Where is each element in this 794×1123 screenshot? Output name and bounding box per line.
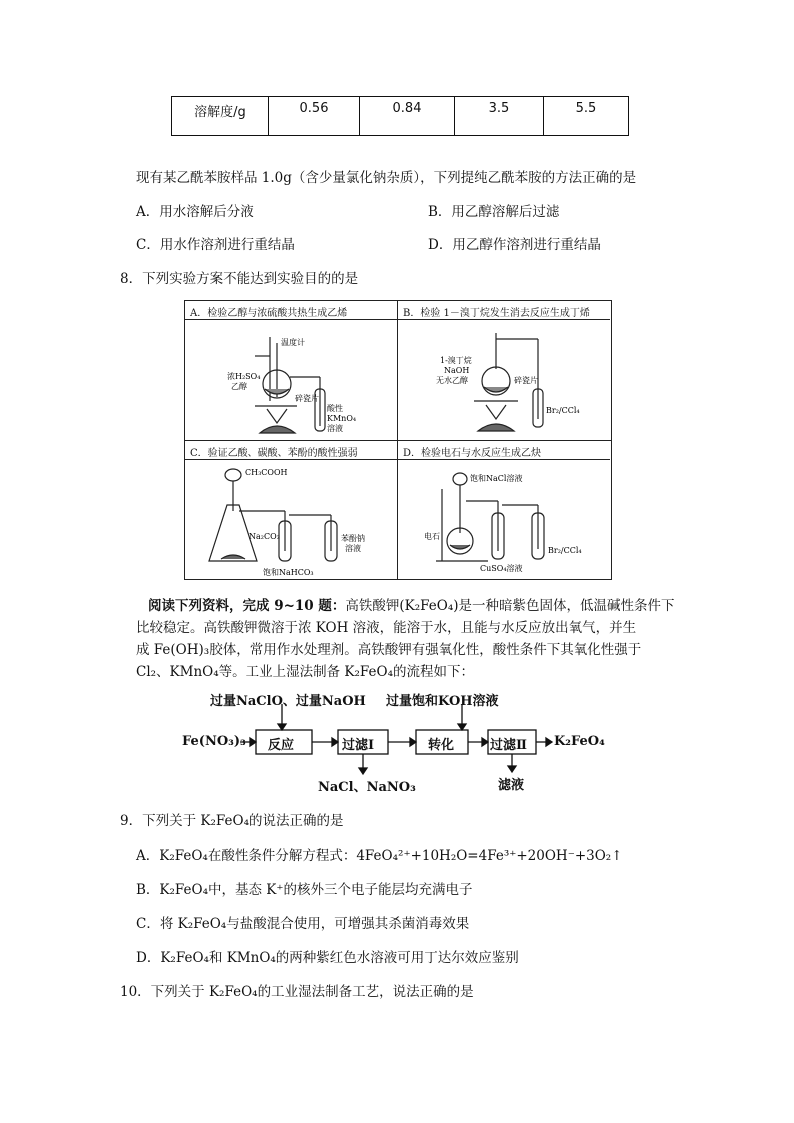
table-cell: 5.5: [544, 97, 629, 136]
label: 电石: [424, 532, 440, 541]
flow-step: 过滤Ⅱ: [490, 738, 527, 753]
reading-line: 成 Fe(OH)₃胶体，常用作水处理剂。高铁酸钾有强氧化性，酸性条件下其氧化性强于: [136, 642, 642, 658]
q8-stem: 8．下列实验方案不能达到实验目的的是: [120, 271, 359, 287]
q9-option-d[interactable]: D．K₂FeO₄和 KMnO₄的两种紫红色水溶液可用丁达尔效应鉴别: [136, 950, 519, 966]
q7-option-a[interactable]: A．用水溶解后分液: [136, 204, 254, 220]
label: 1-溴丁烷: [440, 356, 472, 365]
table-cell: 0.56: [269, 97, 360, 136]
q9-option-b[interactable]: B．K₂FeO₄中，基态 K⁺的核外三个电子能层均充满电子: [136, 882, 473, 898]
panel-d-caption: D．检验电石与水反应生成乙炔: [403, 448, 542, 459]
flow-step: 过滤Ⅰ: [342, 738, 375, 753]
label: CuSO₄溶液: [480, 564, 523, 573]
q7-option-c[interactable]: C．用水作溶剂进行重结晶: [136, 237, 295, 253]
q7-stem: 现有某乙酰苯胺样品 1.0g（含少量氯化钠杂质），下列提纯乙酰苯胺的方法正确的是: [136, 170, 637, 186]
label: 苯酚钠: [341, 534, 365, 543]
flow-product: K₂FeO₄: [554, 734, 605, 749]
label: Na₂CO₃: [249, 532, 280, 541]
reagent-label: 过量NaClO、过量NaOH: [210, 694, 366, 709]
label: 碎瓷片: [514, 376, 538, 385]
panel-a: [185, 301, 397, 439]
panel-a-caption: A．检验乙醇与浓硫酸共热生成乙烯: [190, 308, 348, 319]
label: 饱和NaHCO₃: [263, 568, 314, 577]
label: 溶液: [345, 544, 361, 553]
panel-d: [398, 441, 610, 579]
butene-apparatus-drawing: [398, 301, 610, 439]
solubility-table: [171, 96, 629, 136]
flow-byproduct: NaCl、NaNO₃: [318, 780, 416, 795]
table-row: [172, 97, 629, 136]
label: 温度计: [281, 338, 305, 347]
flow-step: 反应: [268, 738, 295, 753]
reading-line: Cl₂、KMnO₄等。工业上湿法制备 K₂FeO₄的流程如下：: [136, 664, 475, 680]
reading-lead: 阅读下列资料，完成 9~10 题：: [148, 598, 346, 614]
label: Br₂/CCl₄: [548, 546, 582, 555]
label: Br₂/CCl₄: [546, 406, 580, 415]
label: 溶液: [327, 424, 343, 433]
q10-stem: 10．下列关于 K₂FeO₄的工业湿法制备工艺，说法正确的是: [120, 984, 474, 1000]
label: 碎瓷片: [295, 394, 319, 403]
reagent-label: 过量饱和KOH溶液: [386, 694, 499, 709]
reading-paragraph: [148, 594, 675, 614]
label: 浓H₂SO₄: [227, 372, 261, 381]
q7-option-d[interactable]: D．用乙醇作溶剂进行重结晶: [428, 237, 601, 253]
panel-b-caption: B．检验 1－溴丁烷发生消去反应生成丁烯: [403, 308, 590, 319]
label: 饱和NaCl溶液: [470, 474, 523, 483]
panel-c: [185, 441, 397, 579]
flow-byproduct: 滤液: [498, 778, 525, 793]
table-header-cell: 溶解度/g: [172, 97, 269, 136]
label: KMnO₄: [327, 414, 357, 423]
panel-b: [398, 301, 610, 439]
ethylene-apparatus-drawing: [185, 301, 397, 439]
apparatus-figure: [184, 300, 612, 580]
q9-stem: 9．下列关于 K₂FeO₄的说法正确的是: [120, 813, 344, 829]
table-cell: 3.5: [455, 97, 544, 136]
reading-line: 高铁酸钾(K₂FeO₄)是一种暗紫色固体，低温碱性条件下: [345, 598, 675, 614]
process-flow-diagram: [182, 690, 612, 795]
flow-step: 转化: [428, 738, 455, 753]
panel-c-caption: C．验证乙酸、碳酸、苯酚的酸性强弱: [190, 448, 358, 459]
label: CH₃COOH: [245, 468, 288, 477]
label: 乙醇: [231, 382, 247, 391]
q7-option-b[interactable]: B．用乙醇溶解后过滤: [428, 204, 560, 220]
label: 酸性: [327, 404, 343, 413]
acetylene-apparatus-drawing: [398, 441, 610, 579]
reading-line: 比较稳定。高铁酸钾微溶于浓 KOH 溶液，能溶于水，且能与水反应放出氧气，并生: [136, 620, 637, 636]
q9-option-a[interactable]: A．K₂FeO₄在酸性条件分解方程式：4FeO₄²⁺+10H₂O=4Fe³⁺+20OH⁻+3O₂↑: [136, 848, 623, 864]
acidity-apparatus-drawing: [185, 441, 397, 579]
table-cell: 0.84: [360, 97, 455, 136]
label: NaOH: [444, 366, 470, 375]
label: 无水乙醇: [436, 376, 468, 385]
q9-option-c[interactable]: C．将 K₂FeO₄与盐酸混合使用，可增强其杀菌消毒效果: [136, 916, 470, 932]
flow-start: Fe(NO₃)₃: [182, 734, 246, 749]
